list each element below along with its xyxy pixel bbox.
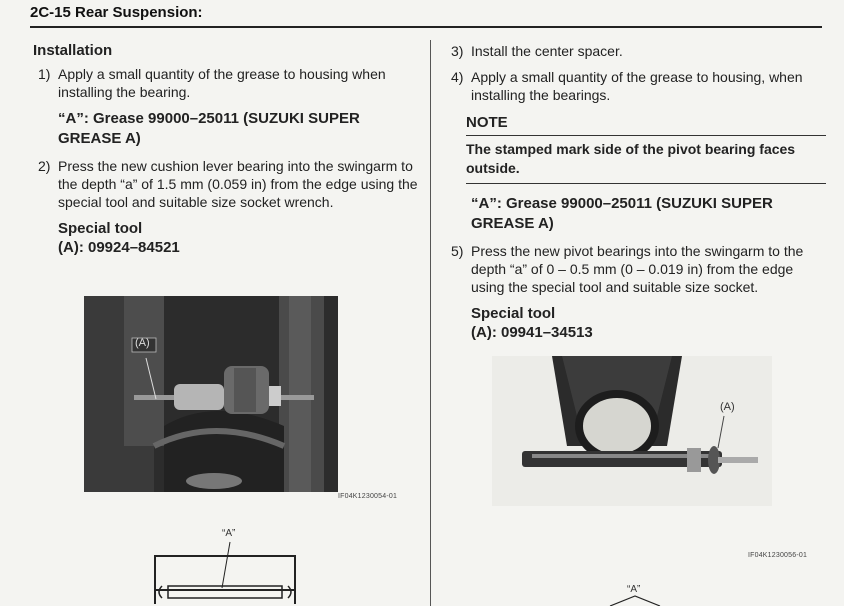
- cushion-lever-bearing-photo: [84, 296, 338, 492]
- right-column: [446, 42, 826, 342]
- step-5: [446, 242, 826, 296]
- grease-spec-line: GREASE A): [471, 215, 554, 232]
- special-tool-value: (A): 09924–84521: [58, 239, 180, 256]
- step-text: Apply a small quantity of the grease to housing when installing the bearing.: [58, 66, 386, 100]
- figure-code: IF04K1230054-01: [338, 493, 398, 500]
- step-number: 5): [451, 243, 464, 259]
- grease-spec: [33, 109, 418, 149]
- step-1: [33, 65, 418, 101]
- left-column: [33, 42, 418, 257]
- special-tool: [446, 304, 826, 342]
- bearing-depth-diagram: [150, 540, 300, 606]
- step-text: Apply a small quantity of the grease to housing, when installing the bearings.: [471, 69, 803, 103]
- pivot-bearing-diagram: [600, 594, 670, 606]
- special-tool-label: Special tool: [58, 220, 143, 237]
- grease-spec-line: GREASE A): [58, 130, 141, 147]
- grease-spec-line: “A”: Grease 99000–25011 (SUZUKI SUPER: [471, 195, 773, 212]
- figure-callout-label: (A): [720, 401, 735, 413]
- note-text: The stamped mark side of the pivot bearing faces outside.: [466, 136, 826, 184]
- step-number: 4): [451, 69, 464, 85]
- step-text: Press the new pivot bearings into the swingarm to the depth “a” of 0 – 0.5 mm (0 – 0.019 in) from the edge using the special tool and suitable size socket.: [471, 243, 804, 295]
- special-tool-value: (A): 09941–34513: [471, 324, 593, 341]
- step-text: Press the new cushion lever bearing into the swingarm to the depth “a” of 1.5 mm (0.059 in) from the edge using the special tool and suitable size socket wrench.: [58, 158, 418, 210]
- diagram-label: “A”: [627, 584, 641, 595]
- pivot-bearing-photo: [492, 356, 772, 506]
- page-header: 2C-15 Rear Suspension:: [30, 4, 203, 21]
- step-text: Install the center spacer.: [471, 43, 623, 59]
- grease-spec-line: “A”: Grease 99000–25011 (SUZUKI SUPER: [58, 110, 360, 127]
- column-divider: [430, 40, 431, 606]
- special-tool: [33, 219, 418, 257]
- figure-callout-label: (A): [135, 337, 150, 349]
- step-2: [33, 157, 418, 211]
- step-number: 1): [38, 66, 51, 82]
- grease-spec: [446, 194, 826, 234]
- step-number: 3): [451, 43, 464, 59]
- figure-code: IF04K1230056-01: [748, 552, 808, 559]
- diagram-label: “A”: [222, 528, 236, 539]
- note-label: NOTE: [466, 112, 826, 136]
- step-number: 2): [38, 158, 51, 174]
- note-box: [466, 112, 826, 184]
- section-title: Installation: [33, 42, 113, 59]
- step-4: [446, 68, 826, 104]
- header-rule: [30, 26, 822, 28]
- special-tool-label: Special tool: [471, 305, 556, 322]
- step-3: [446, 42, 826, 60]
